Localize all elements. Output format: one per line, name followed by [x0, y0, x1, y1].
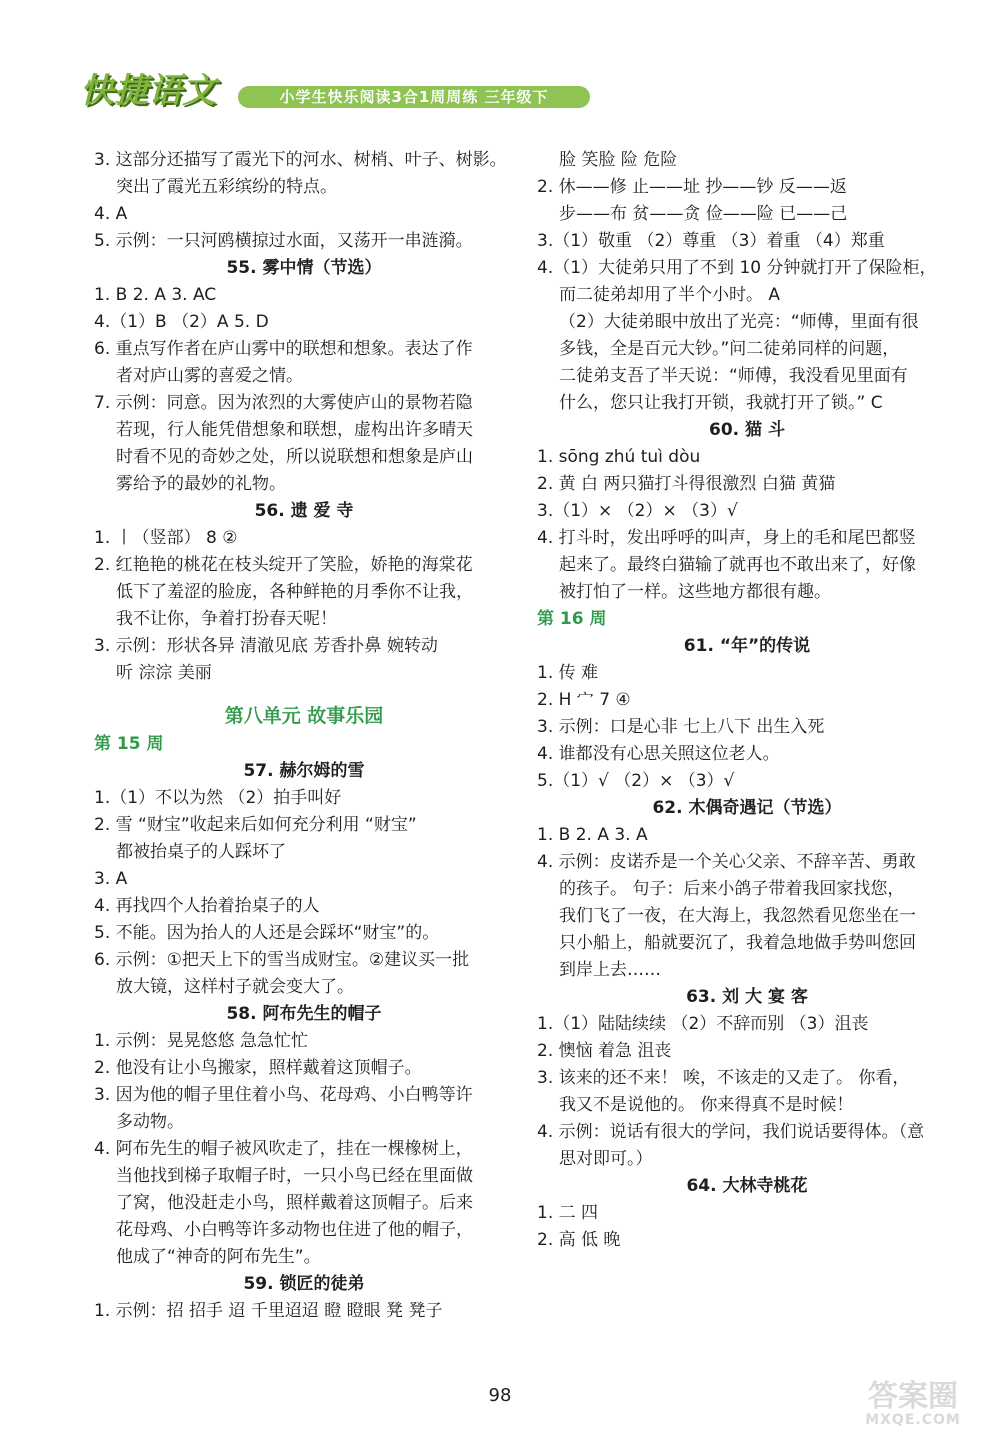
answer-line: 放大镜，这样村子就会变大了。	[116, 977, 354, 997]
answer-line: 4.（1）大徒弟只用了不到 10 分钟就打开了保险柜，	[537, 258, 937, 278]
answer-line: 什么，您只让我打开锁，我就打开了锁。” C	[559, 393, 883, 413]
right-column	[537, 147, 957, 1254]
answer-line: 若现，行人能凭借想象和联想，虚构出许多晴天	[116, 420, 473, 440]
answer-line: 当他找到梯子取帽子时，一只小鸟已经在里面做	[116, 1166, 473, 1186]
answer-line: 3. 这部分还描写了霞光下的河水、树梢、叶子、树影。	[94, 150, 507, 170]
lesson-title: 55. 雾中情（节选）	[226, 258, 382, 278]
answer-line: 时看不见的奇妙之处，所以说联想和想象是庐山	[116, 447, 473, 467]
brand-logo: 快捷语文	[80, 71, 216, 111]
answer-line: 4. 打斗时，发出呼呼的叫声，身上的毛和尾巴都竖	[537, 528, 916, 548]
answer-line: 3. 示例：形状各异 清澈见底 芳香扑鼻 婉转动	[94, 636, 438, 656]
answer-line: 者对庐山雾的喜爱之情。	[116, 366, 303, 386]
series-banner: 小学生快乐阅读3合1周周练 三年级下	[238, 86, 590, 108]
lesson-title: 64. 大林寺桃花	[686, 1176, 808, 1196]
answer-line: 花母鸡、小白鸭等许多动物也住进了他的帽子，	[116, 1220, 473, 1240]
answer-line: 二徒弟支吾了半天说：“师傅，我没看见里面有	[559, 366, 908, 386]
answer-line: 2. 休——修 止——址 抄——钞 反——返	[537, 177, 847, 197]
watermark-logo: 答案圈 MXQE.COM	[865, 1379, 961, 1428]
answer-line: 多动物。	[116, 1112, 184, 1132]
answer-line: 1. B 2. A 3. A	[537, 825, 648, 845]
week-heading: 第 16 周	[537, 609, 607, 629]
answer-line: 而二徒弟却用了半个小时。 A	[559, 285, 781, 305]
unit-heading: 第八单元 故事乐园	[224, 705, 384, 727]
answer-line: 5.（1）√ （2）× （3）√	[537, 771, 735, 791]
answer-line: 步——布 贫——贪 俭——险 已——己	[559, 204, 848, 224]
answer-line: 5. 不能。因为抬人的人还是会踩坏“财宝”的。	[94, 923, 440, 943]
book-header	[80, 68, 590, 114]
left-column	[94, 147, 514, 1325]
answer-line: 4. A	[94, 204, 128, 224]
answer-line: 1. 示例：晃晃悠悠 急急忙忙	[94, 1031, 309, 1051]
answer-line: 1. 二 四	[537, 1203, 599, 1223]
lesson-title: 58. 阿布先生的帽子	[226, 1004, 382, 1024]
answer-line: 2. 懊恼 着急 沮丧	[537, 1041, 672, 1061]
answer-line: 的孩子。 句子：后来小鸽子带着我回家找您，	[559, 879, 905, 899]
answer-line: 突出了霞光五彩缤纷的特点。	[116, 177, 337, 197]
answer-line: 我不让你，争着打扮春天呢！	[116, 609, 337, 629]
answer-line: 3. 该来的还不来！ 唉，不该走的又走了。 你看，	[537, 1068, 910, 1088]
lesson-title: 62. 木偶奇遇记（节选）	[652, 798, 842, 818]
lesson-title: 61. “年”的传说	[683, 636, 811, 656]
answer-line: 3.（1）敬重 （2）尊重 （3）着重 （4）郑重	[537, 231, 885, 251]
answer-line: 4. 示例：皮诺乔是一个关心父亲、不辞辛苦、勇敢	[537, 852, 916, 872]
answer-line: 6. 示例：①把天上下的雪当成财宝。②建议买一批	[94, 950, 470, 970]
answer-line: 1.（1）陆陆续续 （2）不辞而别 （3）沮丧	[537, 1014, 869, 1034]
answer-line: 起来了。最终白猫输了就再也不敢出来了，好像	[559, 555, 916, 575]
answer-line: 听 淙淙 美丽	[116, 663, 212, 683]
lesson-title: 60. 猫 斗	[709, 420, 785, 440]
answer-line: 雾给予的最妙的礼物。	[116, 474, 286, 494]
answer-line: 1. 示例：招 招手 迢 千里迢迢 瞪 瞪眼 凳 凳子	[94, 1301, 443, 1321]
answer-line: 我又不是说他的。 你来得真不是时候！	[559, 1095, 854, 1115]
lesson-title: 59. 锁匠的徒弟	[243, 1274, 365, 1294]
answer-line: 3. 因为他的帽子里住着小鸟、花母鸡、小白鸭等许	[94, 1085, 473, 1105]
answer-line: 2. 红艳艳的桃花在枝头绽开了笑脸，娇艳的海棠花	[94, 555, 473, 575]
answer-line: 4. 阿布先生的帽子被风吹走了，挂在一棵橡树上，	[94, 1139, 473, 1159]
answer-line: 都被抬桌子的人踩坏了	[116, 842, 286, 862]
answer-line: 低下了羞涩的脸庞，各种鲜艳的月季你不让我，	[116, 582, 473, 602]
answer-line: （2）大徒弟眼中放出了光亮：“师傅，里面有很	[559, 312, 919, 332]
week-heading: 第 15 周	[94, 734, 164, 754]
answer-line: 1. 传 难	[537, 663, 599, 683]
answer-line: 了窝，他没赶走小鸟，照样戴着这顶帽子。后来	[116, 1193, 473, 1213]
answer-line: 1.（1）不以为然 （2）拍手叫好	[94, 788, 342, 808]
lesson-title: 63. 刘 大 宴 客	[686, 987, 808, 1007]
answer-line: 3. 示例：口是心非 七上八下 出生入死	[537, 717, 825, 737]
answer-line: 4. 再找四个人抬着抬桌子的人	[94, 896, 320, 916]
answer-line: 被打怕了一样。这些地方都很有趣。	[559, 582, 831, 602]
answer-line: 2. 高 低 晚	[537, 1230, 621, 1250]
answer-line: 3. A	[94, 869, 128, 889]
answer-line: 3.（1）× （2）× （3）√	[537, 501, 738, 521]
answer-line: 1. 丨（竖部） 8 ②	[94, 528, 238, 548]
answer-line: 4. 谁都没有心思关照这位老人。	[537, 744, 780, 764]
answer-line: 他成了“神奇的阿布先生”。	[116, 1247, 321, 1267]
answer-line: 2. 黄 白 两只猫打斗得很激烈 白猫 黄猫	[537, 474, 836, 494]
lesson-title: 56. 遗 爱 寺	[254, 501, 354, 521]
answer-line: 思对即可。）	[559, 1149, 653, 1169]
answer-line: 4.（1）B （2）A 5. D	[94, 312, 269, 332]
answer-line: 多钱，全是百元大钞。”问二徒弟同样的问题，	[559, 339, 900, 359]
answer-line: 1. sōng zhú tuì dòu	[537, 447, 701, 467]
answer-line: 7. 示例：同意。因为浓烈的大雾使庐山的景物若隐	[94, 393, 473, 413]
answer-line: 到岸上去……	[559, 960, 661, 980]
answer-line: 只小船上，船就要沉了，我着急地做手势叫您回	[559, 933, 916, 953]
answer-line: 我们飞了一夜，在大海上，我忽然看见您坐在一	[559, 906, 916, 926]
answer-line: 1. B 2. A 3. AC	[94, 285, 217, 305]
lesson-title: 57. 赫尔姆的雪	[243, 761, 365, 781]
answer-line: 5. 示例：一只河鸥横掠过水面，又荡开一串涟漪。	[94, 231, 473, 251]
answer-line: 2. H 宀 7 ④	[537, 690, 631, 710]
answer-line: 6. 重点写作者在庐山雾中的联想和想象。表达了作	[94, 339, 473, 359]
answer-line: 2. 他没有让小鸟搬家，照样戴着这顶帽子。	[94, 1058, 422, 1078]
answer-line: 2. 雪 “财宝”收起来后如何充分利用 “财宝”	[94, 815, 417, 835]
page-number: 98	[488, 1385, 512, 1406]
answer-line: 4. 示例：说话有很大的学问，我们说话要得体。（意	[537, 1122, 925, 1142]
answer-line: 脸 笑脸 险 危险	[559, 150, 678, 170]
